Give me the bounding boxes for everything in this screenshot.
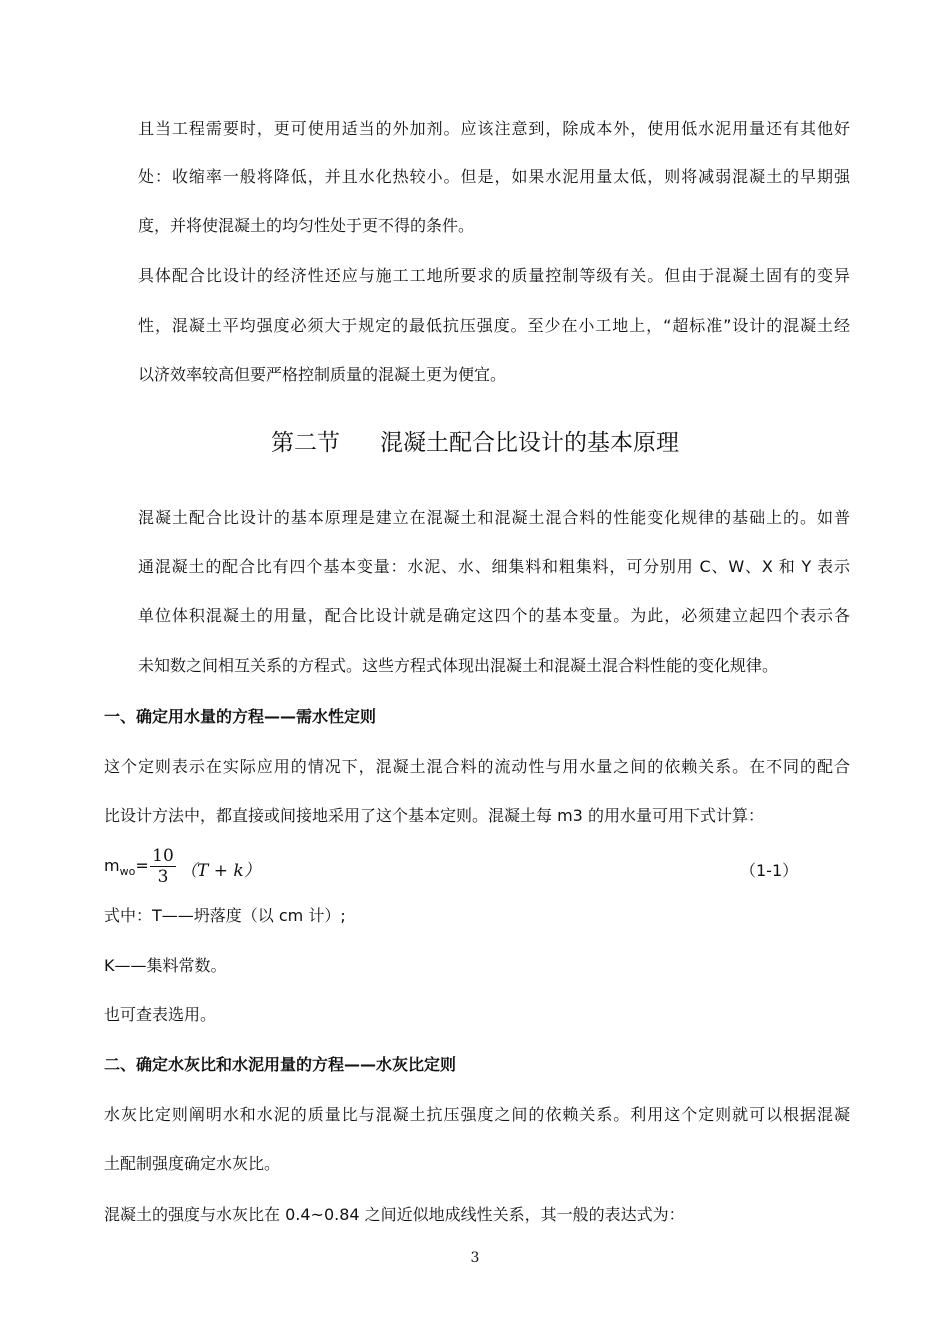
paragraph-line: 以济效率较高但要严格控制质量的混凝土更为便宜。 (138, 365, 507, 384)
paragraph-line: 性，混凝土平均强度必须大于规定的最低抗压强度。至少在小工地上，“超标准”设计的混凝土经 (138, 316, 850, 335)
paragraph-line: 单位体积混凝土的用量，配合比设计就是确定这四个的基本变量。为此，必须建立起四个表示各 (138, 606, 850, 625)
paragraph-line: 度，并将使混凝土的均匀性处于更不得的条件。 (138, 216, 475, 235)
formula-number: （1-1） (740, 861, 799, 880)
formula-parenthetical: （T + k） (180, 861, 261, 881)
formula-explanation: 式中：T——坍落度（以 cm 计）; (104, 906, 346, 925)
paragraph-line: 具体配合比设计的经济性还应与施工工地所要求的质量控制等级有关。但由于混凝土固有的变异 (138, 266, 850, 285)
paragraph-line: 未知数之间相互关系的方程式。这些方程式体现出混凝土和混凝土混合料性能的变化规律。 (138, 656, 779, 675)
formula (104, 846, 804, 892)
paragraph-line: 混凝土的强度与水灰比在 0.4~0.84 之间近似地成线性关系，其一般的表达式为： (104, 1205, 685, 1224)
paragraph-line: 且当工程需要时，更可使用适当的外加剂。应该注意到，除成本外，使用低水泥用量还有其他好 (138, 119, 850, 138)
paragraph-line: 土配制强度确定水灰比。 (104, 1154, 281, 1173)
paragraph-line: 也可查表选用。 (104, 1005, 217, 1024)
paragraph-line: 处：收缩率一般将降低，并且水化热较小。但是，如果水泥用量太低，则将减弱混凝土的早期强 (138, 167, 850, 186)
formula-lhs (104, 856, 149, 878)
paragraph-line: 这个定则表示在实际应用的情况下，混凝土混合料的流动性与用水量之间的依赖关系。在不同的配合 (104, 757, 850, 776)
paragraph-line: 混凝土配合比设计的基本原理是建立在混凝土和混凝土混合料的性能变化规律的基础上的。如普 (138, 508, 850, 527)
section-number: 第二节 (271, 430, 340, 456)
formula-subscript: wo (119, 865, 136, 879)
subsection-heading: 二、确定水灰比和水泥用量的方程——水灰比定则 (104, 1055, 457, 1074)
paragraph-line: 通混凝土的配合比有四个基本变量：水泥、水、细集料和粗集料，可分别用 C、W、X 和 Y 表示 (138, 557, 850, 576)
paragraph-line: 水灰比定则阐明水和水泥的质量比与混凝土抗压强度之间的依赖关系。利用这个定则就可以根据混凝 (104, 1105, 850, 1124)
formula-denominator: 3 (157, 867, 169, 887)
formula-equals: = (135, 856, 149, 875)
section-title-text: 混凝土配合比设计的基本原理 (380, 430, 679, 456)
formula-numerator: 10 (150, 846, 176, 867)
paragraph-line: 比设计方法中，都直接或间接地采用了这个基本定则。混凝土每 m3 的用水量可用下式计算： (104, 806, 764, 825)
formula-explanation: K——集料常数。 (104, 956, 227, 975)
formula-variable: m (104, 856, 120, 875)
formula-fraction (150, 846, 176, 887)
subsection-heading: 一、确定用水量的方程——需水性定则 (104, 707, 377, 726)
page-number: 3 (470, 1250, 480, 1266)
section-title (0, 428, 950, 458)
